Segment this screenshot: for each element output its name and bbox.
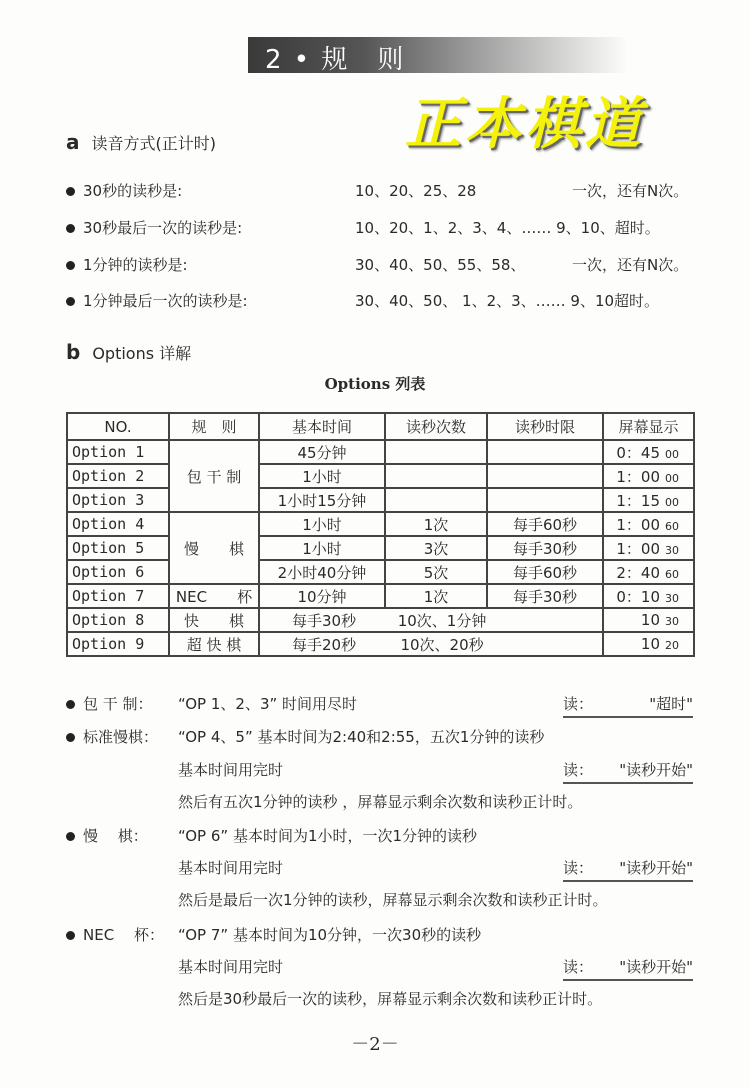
screen-small: 30 — [665, 615, 679, 628]
reading-item — [66, 180, 182, 201]
read-announcement — [563, 956, 693, 981]
note-text: 然后是最后一次1分钟的读秒，屏幕显示剩余次数和读秒正计时。 — [178, 891, 608, 909]
bullet-icon — [66, 832, 75, 841]
byoyomi-limit: 每手60秒 — [487, 560, 603, 584]
screen-small: 60 — [665, 567, 679, 581]
screen-main: 0：45 — [616, 443, 660, 462]
byoyomi-count — [385, 488, 487, 512]
item-value: 10、20、1、2、3、4、…… 9、10、超时。 — [355, 219, 660, 237]
table-row — [67, 512, 694, 536]
option-no: Option 1 — [67, 440, 169, 464]
screen-main: 1：00 — [616, 515, 660, 534]
byoyomi-count: 5次 — [385, 560, 487, 584]
rule-cell: 快 棋 — [169, 608, 259, 632]
option-no: Option 3 — [67, 488, 169, 512]
table-title: Options 列表 — [324, 375, 426, 393]
screen-main: 0：10 — [616, 587, 660, 606]
note-label — [66, 693, 153, 714]
base-time: 1小时 — [259, 464, 385, 488]
read-label: 读： — [563, 958, 594, 976]
item-value: 10、20、25、28 — [355, 182, 477, 200]
section-letter: b — [66, 340, 81, 364]
screen-small: 00 — [665, 447, 679, 461]
base-time: 每手30秒 — [292, 611, 357, 630]
read-value: "读秒开始" — [619, 859, 693, 877]
section-letter: a — [66, 130, 80, 154]
screen-main: 1：00 — [616, 539, 660, 558]
rule-cell: 慢 棋 — [169, 512, 259, 584]
byoyomi-limit: 每手60秒 — [487, 512, 603, 536]
screen-main: 1：00 — [616, 467, 660, 486]
base-time: 45分钟 — [259, 440, 385, 464]
note-text: 基本时间用完时 — [178, 859, 284, 877]
byoyomi-count: 10次、1分钟 — [397, 611, 487, 630]
option-no: Option 4 — [67, 512, 169, 536]
bullet-icon — [66, 700, 75, 709]
read-announcement — [563, 857, 693, 882]
table-row — [67, 464, 694, 488]
section-a-heading — [66, 130, 216, 154]
bullet-icon — [66, 733, 75, 742]
header-cell: 读秒次数 — [385, 413, 487, 440]
byoyomi-count — [385, 440, 487, 464]
read-value: "超时" — [649, 695, 693, 713]
option-no: Option 8 — [67, 608, 169, 632]
screen-small: 00 — [665, 495, 679, 509]
page-title: 2 • 规 则 — [265, 45, 406, 75]
option-no: Option 9 — [67, 632, 169, 656]
item-value: 30、40、50、 1、2、3、…… 9、10超时。 — [355, 292, 660, 310]
item-value: 30、40、50、55、58、 — [355, 256, 526, 274]
read-label: 读： — [563, 695, 594, 713]
bullet-icon — [66, 187, 75, 196]
screen-small: 30 — [665, 591, 679, 605]
header-cell: 基本时间 — [259, 413, 385, 440]
byoyomi-limit — [487, 440, 603, 464]
screen-display — [603, 464, 694, 488]
note-label — [66, 726, 158, 747]
table-row — [67, 488, 694, 512]
merged-time-cell — [259, 632, 603, 656]
note-text: 基本时间用完时 — [178, 761, 284, 779]
note-label-text: 标准慢棋： — [83, 728, 159, 746]
section-title: 读音方式(正计时) — [91, 134, 216, 153]
note-label-text: 包 干 制： — [83, 695, 153, 713]
screen-small: 00 — [665, 471, 679, 485]
bullet-icon — [66, 931, 75, 940]
note-label-text: NEC 杯： — [83, 926, 164, 944]
note-label — [66, 825, 148, 846]
bullet-icon — [66, 261, 75, 270]
screen-display — [603, 560, 694, 584]
screen-display — [603, 488, 694, 512]
byoyomi-limit — [487, 464, 603, 488]
screen-display — [603, 632, 694, 656]
item-label: 1分钟最后一次的读秒是: — [83, 292, 248, 310]
read-value: "读秒开始" — [619, 761, 693, 779]
note-text: 然后是30秒最后一次的读秒，屏幕显示剩余次数和读秒正计时。 — [178, 990, 603, 1008]
note-text: 基本时间用完时 — [178, 958, 284, 976]
section-b-heading — [66, 340, 191, 364]
byoyomi-limit: 每手30秒 — [487, 536, 603, 560]
note-text: “OP 7” 基本时间为10分钟，一次30秒的读秒 — [178, 926, 482, 944]
screen-small: 20 — [665, 639, 679, 652]
screen-display — [603, 536, 694, 560]
header-cell: NO. — [67, 413, 169, 440]
base-time: 10分钟 — [259, 584, 385, 608]
table-header-row — [67, 413, 694, 440]
item-label: 30秒最后一次的读秒是: — [83, 219, 243, 237]
byoyomi-limit — [487, 488, 603, 512]
read-label: 读： — [563, 859, 594, 877]
header-cell: 规 则 — [169, 413, 259, 440]
screen-main: 10 — [640, 611, 660, 629]
screen-display — [603, 512, 694, 536]
option-no: Option 6 — [67, 560, 169, 584]
note-text: 然后有五次1分钟的读秒 ，屏幕显示剩余次数和读秒正计时。 — [178, 793, 583, 811]
note-label-text: 慢 棋： — [83, 827, 148, 845]
base-time: 1小时 — [259, 536, 385, 560]
header-cell: 屏幕显示 — [603, 413, 694, 440]
rule-cell: 包 干 制 — [169, 440, 259, 512]
item-label: 1分钟的读秒是: — [83, 256, 188, 274]
screen-display — [603, 440, 694, 464]
table-row — [67, 440, 694, 464]
table-row — [67, 632, 694, 656]
byoyomi-count — [385, 464, 487, 488]
rule-cell: NEC 杯 — [169, 584, 259, 608]
logo-watermark: 正本棋道 — [405, 91, 645, 157]
reading-item — [66, 217, 242, 238]
screen-display — [603, 584, 694, 608]
read-value: "读秒开始" — [619, 958, 693, 976]
note-text: “OP 4、5” 基本时间为2:40和2:55，五次1分钟的读秒 — [178, 728, 545, 746]
table-row — [67, 584, 694, 608]
screen-small: 30 — [665, 543, 679, 557]
screen-display — [603, 608, 694, 632]
note-text: “OP 1、2、3” 时间用尽时 — [178, 695, 358, 713]
table-row — [67, 560, 694, 584]
byoyomi-limit: 每手30秒 — [487, 584, 603, 608]
base-time: 每手20秒 — [292, 635, 357, 654]
screen-main: 1：15 — [616, 491, 660, 510]
read-announcement — [563, 759, 693, 784]
screen-main: 2：40 — [616, 563, 660, 582]
base-time: 2小时40分钟 — [259, 560, 385, 584]
merged-time-cell — [259, 608, 603, 632]
bullet-icon — [66, 297, 75, 306]
screen-main: 10 — [640, 635, 660, 653]
byoyomi-count: 3次 — [385, 536, 487, 560]
reading-item — [66, 254, 188, 275]
read-label: 读： — [563, 761, 594, 779]
base-time: 1小时15分钟 — [259, 488, 385, 512]
byoyomi-count: 1次 — [385, 584, 487, 608]
header-cell: 读秒时限 — [487, 413, 603, 440]
item-suffix: 一次，还有N次。 — [572, 256, 689, 274]
item-suffix: 一次，还有N次。 — [572, 182, 689, 200]
option-no: Option 2 — [67, 464, 169, 488]
item-label: 30秒的读秒是: — [83, 182, 183, 200]
byoyomi-count: 1次 — [385, 512, 487, 536]
table-row — [67, 536, 694, 560]
base-time: 1小时 — [259, 512, 385, 536]
read-announcement — [563, 693, 693, 718]
bullet-icon — [66, 224, 75, 233]
byoyomi-count: 10次、20秒 — [400, 635, 484, 654]
rule-cell: 超 快 棋 — [169, 632, 259, 656]
screen-small: 60 — [665, 519, 679, 533]
option-no: Option 5 — [67, 536, 169, 560]
note-text: “OP 6” 基本时间为1小时，一次1分钟的读秒 — [178, 827, 478, 845]
options-table — [66, 412, 695, 657]
table-row — [67, 608, 694, 632]
section-title: Options 详解 — [92, 344, 192, 363]
page-number: －2－ — [351, 1034, 399, 1055]
reading-item — [66, 290, 248, 311]
note-label — [66, 924, 164, 945]
option-no: Option 7 — [67, 584, 169, 608]
